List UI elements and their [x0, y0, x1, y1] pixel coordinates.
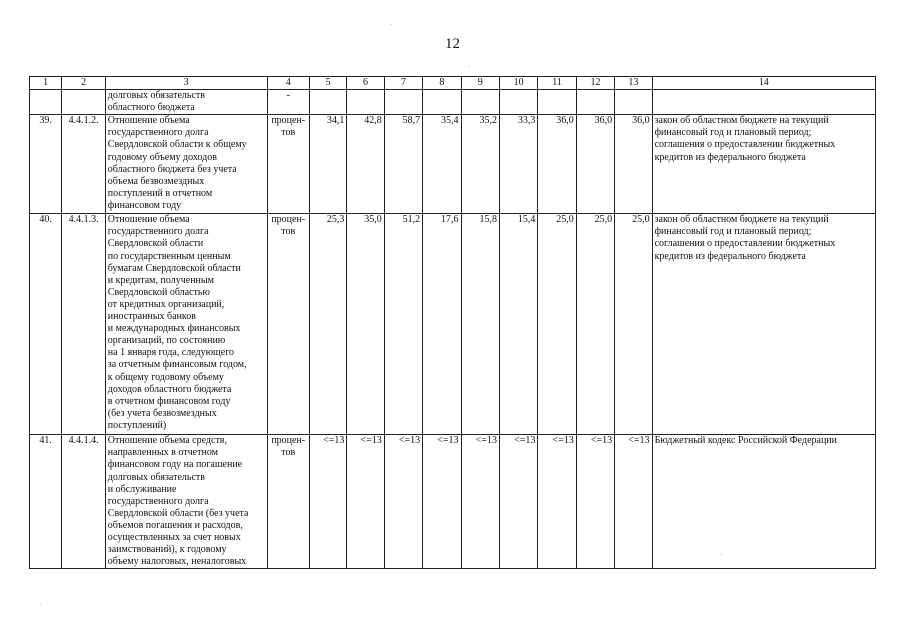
text-line: соглашения о предоставлении бюджетных [654, 139, 836, 151]
column-header: 13 [615, 77, 652, 90]
page-number: 12 [445, 36, 460, 52]
value-cell: 33,3 [499, 115, 537, 214]
value-cell: 15,8 [461, 214, 499, 435]
row-number [30, 90, 62, 115]
text-line: объемов погашения и расходов, [107, 519, 243, 531]
value-cell: 35,0 [347, 214, 384, 435]
text-line: в отчетном финансовом году [107, 395, 231, 407]
unit-of-measure [267, 115, 309, 214]
text-line: бумагам Свердловской области [107, 262, 241, 274]
value-cell: <=13 [499, 435, 537, 569]
table-row [30, 214, 876, 435]
value-cell: 15,4 [499, 214, 537, 435]
text-line: за отчетным финансовым годом, [107, 359, 247, 371]
value-cell: 25,0 [576, 214, 614, 435]
unit-of-measure [267, 435, 309, 569]
text-line: процен- [271, 115, 306, 127]
value-cell: 58,7 [384, 115, 422, 214]
text-line: тов [281, 226, 296, 238]
value-cell [499, 90, 537, 115]
indicator-code: 4.4.1.2. [62, 115, 105, 214]
value-cell: 34,1 [309, 115, 346, 214]
text-line: Отношение объема [107, 115, 190, 127]
text-line: Свердловской области (без учета [107, 507, 249, 519]
column-header: 6 [347, 77, 384, 90]
value-cell: 36,0 [615, 115, 652, 214]
column-header: 2 [62, 77, 105, 90]
row-number: 39. [30, 115, 62, 214]
indicator-code: 4.4.1.4. [62, 435, 105, 569]
text-line: (без учета безвозмездных [107, 407, 217, 419]
text-line: областного бюджета без учета [107, 163, 237, 175]
table-row [30, 90, 876, 115]
column-header: 5 [309, 77, 346, 90]
column-header: 12 [576, 77, 614, 90]
text-line: закон об областном бюджете на текущий [654, 214, 829, 226]
text-line: Отношение объема [107, 214, 190, 226]
column-number-row [30, 77, 876, 90]
value-cell: <=13 [461, 435, 499, 569]
text-line: объема безвозмездных [107, 175, 205, 187]
value-cell: <=13 [347, 435, 384, 569]
value-cell: 42,8 [347, 115, 384, 214]
value-cell: <=13 [576, 435, 614, 569]
indicator-name [105, 90, 267, 115]
value-cell: 35,4 [423, 115, 461, 214]
column-header: 14 [652, 77, 875, 90]
text-line: финансовом году [107, 199, 182, 211]
text-line: поступлений) [107, 419, 167, 431]
text-line: и международных финансовых [107, 323, 241, 335]
value-cell [538, 90, 576, 115]
text-line: процен- [271, 214, 306, 226]
text-line: организаций, по состоянию [107, 335, 226, 347]
text-line: от кредитных организаций, [107, 298, 225, 310]
column-header: 11 [538, 77, 576, 90]
text-line: кредитов из федерального бюджета [654, 250, 806, 262]
text-line: поступлений в отчетном [107, 187, 213, 199]
text-line: финансовый год и плановый период; [654, 127, 812, 139]
text-line: тов [281, 447, 296, 459]
data-source [652, 214, 875, 435]
text-line: доходов областного бюджета [107, 383, 232, 395]
column-header: 3 [105, 77, 267, 90]
text-line: долговых обязательств [107, 90, 205, 102]
text-line: объему налоговых, неналоговых [107, 556, 247, 568]
text-line: - [286, 90, 290, 102]
indicator-name [105, 214, 267, 435]
data-source [652, 90, 875, 115]
value-cell: 36,0 [576, 115, 614, 214]
unit-of-measure [267, 214, 309, 435]
column-header: 1 [30, 77, 62, 90]
value-cell: <=13 [423, 435, 461, 569]
value-cell: 51,2 [384, 214, 422, 435]
indicator-code [62, 90, 105, 115]
value-cell: <=13 [384, 435, 422, 569]
text-line: Свердловской области к общему [107, 139, 247, 151]
value-cell: 25,3 [309, 214, 346, 435]
text-line: долговых обязательств [107, 471, 205, 483]
text-line: процен- [271, 435, 306, 447]
text-line: финансовый год и плановый период; [654, 226, 812, 238]
table-row [30, 115, 876, 214]
row-number: 41. [30, 435, 62, 569]
text-line: Свердловской области [107, 238, 204, 250]
text-line: на 1 января года, следующего [107, 347, 235, 359]
column-header: 7 [384, 77, 422, 90]
text-line: иностранных банков [107, 311, 196, 323]
value-cell [615, 90, 652, 115]
value-cell [461, 90, 499, 115]
value-cell: <=13 [538, 435, 576, 569]
text-line: к общему годовому объему [107, 371, 224, 383]
indicator-name [105, 115, 267, 214]
column-header: 8 [423, 77, 461, 90]
value-cell: <=13 [615, 435, 652, 569]
text-line: областного бюджета [107, 102, 195, 114]
text-line: Отношение объема средств, [107, 435, 228, 447]
value-cell [347, 90, 384, 115]
indicator-name [105, 435, 267, 569]
indicator-code: 4.4.1.3. [62, 214, 105, 435]
text-line: соглашения о предоставлении бюджетных [654, 238, 836, 250]
value-cell [576, 90, 614, 115]
data-source [652, 115, 875, 214]
table-row [30, 435, 876, 569]
text-line: направленных в отчетном [107, 447, 218, 459]
text-line: по государственным ценным [107, 250, 231, 262]
column-header: 9 [461, 77, 499, 90]
column-header: 4 [267, 77, 309, 90]
value-cell: 25,0 [615, 214, 652, 435]
value-cell: 35,2 [461, 115, 499, 214]
text-line: осуществленных за счет новых [107, 532, 241, 544]
text-line: Бюджетный кодекс Российской Федерации [654, 435, 838, 447]
text-line: государственного долга [107, 226, 209, 238]
text-line: Свердловской областью [107, 286, 210, 298]
value-cell [309, 90, 346, 115]
text-line: тов [281, 127, 296, 139]
column-header: 10 [499, 77, 537, 90]
text-line: годовому объему доходов [107, 151, 217, 163]
text-line: государственного долга [107, 127, 209, 139]
value-cell: 36,0 [538, 115, 576, 214]
unit-of-measure [267, 90, 309, 115]
value-cell: 25,0 [538, 214, 576, 435]
text-line: закон об областном бюджете на текущий [654, 115, 829, 127]
data-source [652, 435, 875, 569]
text-line: заимствований), к годовому [107, 544, 227, 556]
text-line: и обслуживание [107, 483, 177, 495]
text-line: кредитов из федерального бюджета [654, 151, 806, 163]
text-line: государственного долга [107, 495, 209, 507]
value-cell: 17,6 [423, 214, 461, 435]
value-cell [384, 90, 422, 115]
value-cell: <=13 [309, 435, 346, 569]
value-cell [423, 90, 461, 115]
row-number: 40. [30, 214, 62, 435]
text-line: финансовом году на погашение [107, 459, 243, 471]
indicators-table [29, 76, 876, 569]
text-line: и кредитам, полученным [107, 274, 214, 286]
